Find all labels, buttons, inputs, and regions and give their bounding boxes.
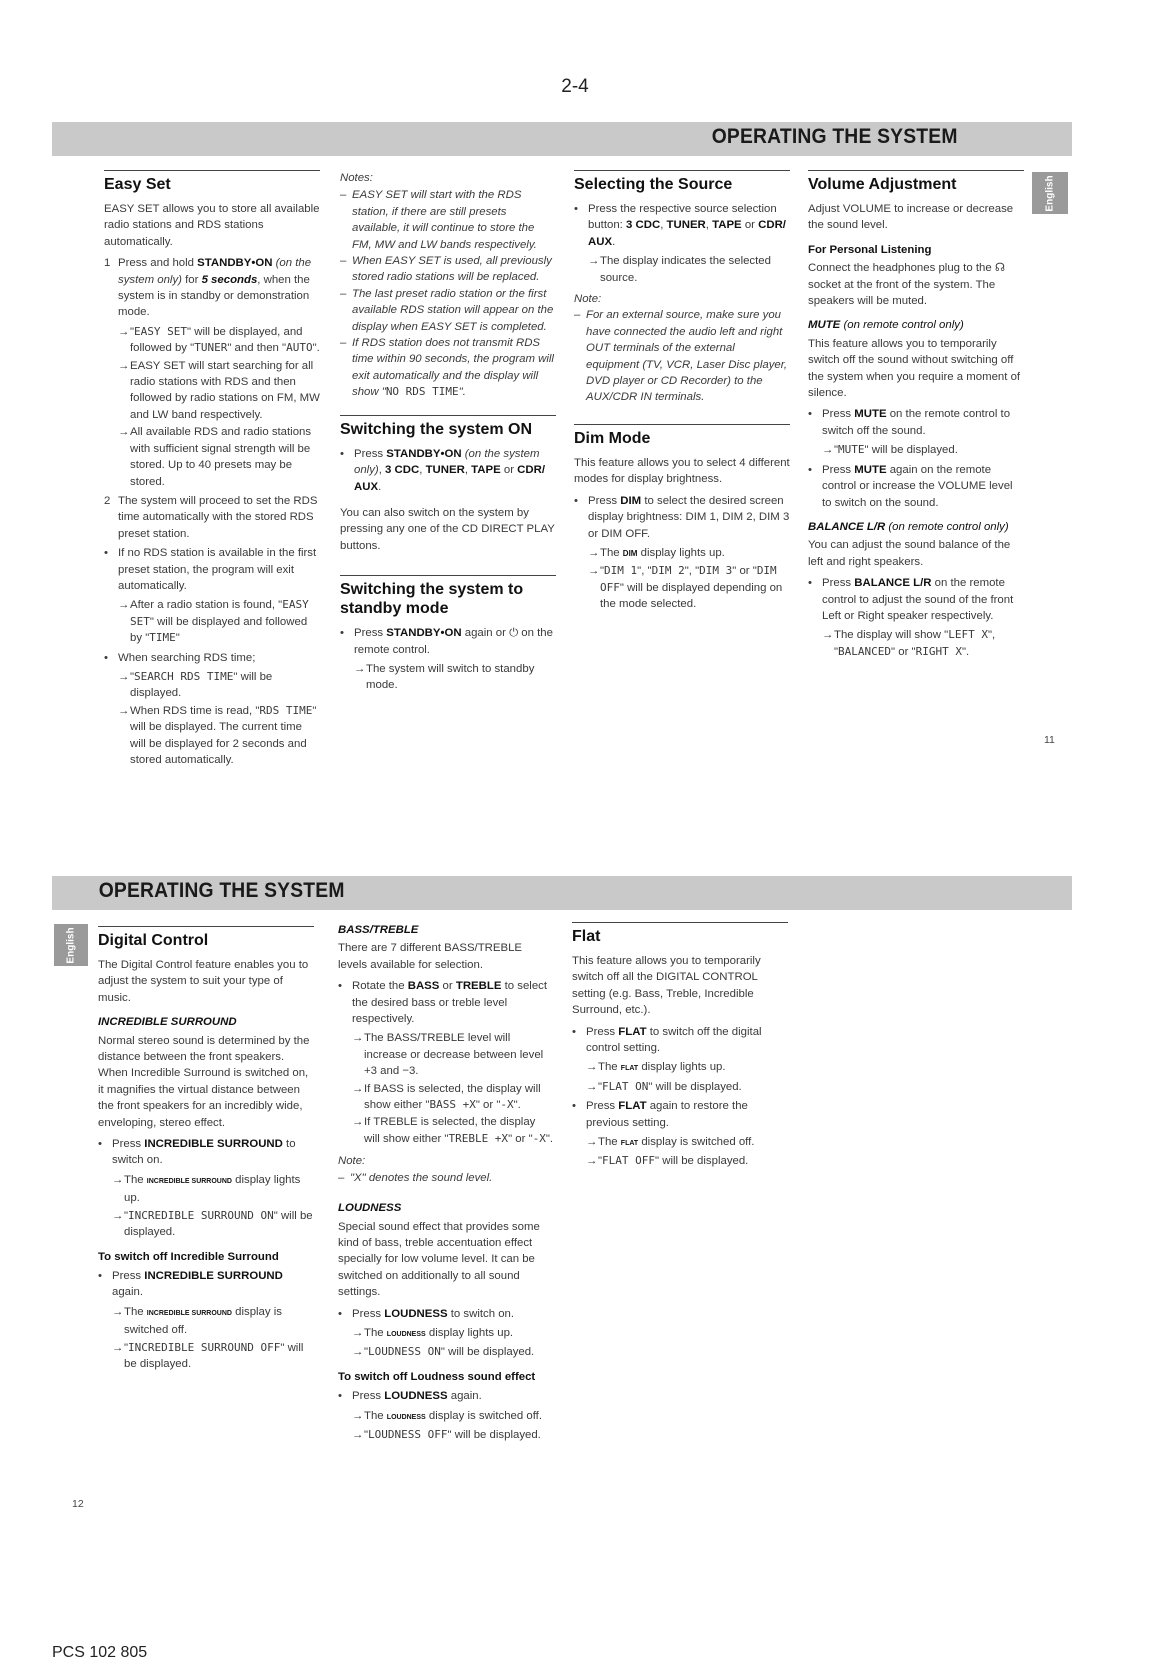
switch-off-loudness-heading: To switch off Loudness sound effect: [338, 1370, 536, 1383]
bullet-item: • Press DIM to select the desired screen display brightness: DIM 1, DIM 2, DIM 3 or DIM OFF.: [574, 494, 790, 540]
result-arrow: → The INCREDIBLE SURROUND display lights up.: [112, 1173, 301, 1205]
bullet-item: • Press STANDBY•ON (on the system only), 3 CDC, TUNER, TAPE or CDR/ AUX.: [340, 447, 546, 493]
result-arrow: → The LOUDNESS display is switched off.: [352, 1409, 542, 1422]
top-banner-title: OPERATING THE SYSTEM: [711, 125, 958, 148]
digital-control-column: [98, 926, 314, 1373]
result-arrow: → "LOUDNESS OFF" will be displayed.: [352, 1427, 541, 1441]
balance-text: You can adjust the sound balance of the left and right speakers.: [808, 539, 1011, 568]
bass-treble-column: [338, 922, 554, 1444]
source-dim-column: [574, 170, 790, 614]
easy-set-heading: Easy Set: [104, 170, 320, 197]
result-arrow: → The BASS/TREBLE level will increase or decrease between level +3 and −3.: [352, 1032, 544, 1078]
volume-heading: Volume Adjustment: [808, 170, 1024, 197]
bullet-item: • If no RDS station is available in the first preset station, the program will exit automatically.: [104, 547, 317, 592]
standby-heading: Switching the system to standby mode: [340, 575, 556, 621]
balance-heading: BALANCE L/R (on remote control only): [808, 520, 1009, 533]
bullet-item: • Press LOUDNESS again.: [338, 1390, 482, 1403]
source-note-label: Note:: [574, 293, 602, 306]
volume-column: [808, 170, 1024, 661]
source-heading: Selecting the Source: [574, 170, 790, 197]
page-number-12: 12: [72, 1498, 84, 1510]
result-arrow: → All available RDS and radio stations with sufficient signal strength will be stored. Up to 40 presets may be stored.: [118, 426, 312, 488]
result-arrow: → "FLAT ON" will be displayed.: [586, 1079, 742, 1093]
note-item: – EASY SET will start with the RDS station, if there are still presets available, it will continue to store the FM, MW and LW bands respectively.: [340, 189, 537, 251]
result-arrow: → If BASS is selected, the display will show either "BASS +X" or "-X".: [352, 1082, 541, 1112]
note-item: – For an external source, make sure you have connected the audio left and right OUT terminals of the external equipment (TV, VCR, Laser Disc player, DVD player or CD Recorder) to the AUX/CDR IN terminals.: [574, 309, 788, 404]
incredible-surround-heading: INCREDIBLE SURROUND: [98, 1016, 237, 1029]
note-item: – If RDS station does not transmit RDS time within 90 seconds, the program will exit automatically and the display will show "NO RDS TIME".: [340, 337, 554, 399]
result-arrow: → "FLAT OFF" will be displayed.: [586, 1154, 749, 1168]
bullet-item: • Press STANDBY•ON again or ⏻ on the remote control.: [340, 627, 553, 656]
result-arrow: → The FLAT display lights up.: [586, 1061, 726, 1074]
result-arrow: → "DIM 1", "DIM 2", "DIM 3" or "DIM OFF" will be displayed depending on the mode selected.: [588, 564, 783, 611]
digital-control-heading: Digital Control: [98, 926, 314, 953]
step-number: 1: [104, 257, 111, 270]
result-arrow: → The INCREDIBLE SURROUND display is switched off.: [112, 1305, 282, 1337]
notes-switching-column: [340, 170, 556, 695]
result-arrow: → "EASY SET" will be displayed, and followed by "TUNER" and then "AUTO".: [118, 324, 320, 355]
result-arrow: → The LOUDNESS display lights up.: [352, 1326, 514, 1339]
result-arrow: → "MUTE" will be displayed.: [822, 443, 958, 457]
bass-note-label: Note:: [338, 1155, 366, 1168]
note-item: – When EASY SET is used, all previously stored radio stations will be replaced.: [340, 255, 552, 284]
bass-treble-text: There are 7 different BASS/TREBLE levels available for selection.: [338, 942, 523, 971]
bullet-item: • Press MUTE again on the remote control or increase the VOLUME level to switch on the sound.: [808, 463, 1013, 509]
result-arrow: → EASY SET will start searching for all radio stations with RDS and then followed by radio stations on FM, MW and LW band respectively.: [118, 359, 320, 421]
switch-on-heading: Switching the system ON: [340, 415, 556, 442]
mute-heading: MUTE (on remote control only): [808, 319, 964, 332]
result-arrow: → If TREBLE is selected, the display will show either "TREBLE +X" or "-X".: [352, 1116, 554, 1145]
loudness-heading: LOUDNESS: [338, 1202, 402, 1215]
result-arrow: → "LOUDNESS ON" will be displayed.: [352, 1345, 535, 1359]
bass-treble-heading: BASS/TREBLE: [338, 924, 419, 936]
volume-text: Adjust VOLUME to increase or decrease the sound level.: [808, 203, 1014, 232]
mute-text: This feature allows you to temporarily switch off the sound without switching off the system when you require a moment of silence.: [808, 337, 1021, 400]
bullet-item: • Press INCREDIBLE SURROUND again.: [98, 1269, 283, 1299]
dim-heading: Dim Mode: [574, 424, 790, 451]
result-arrow: → "INCREDIBLE SURROUND OFF" will be displayed.: [112, 1340, 304, 1370]
notes-label: Notes:: [340, 172, 373, 184]
flat-column: [572, 922, 788, 1171]
bottom-banner-title: OPERATING THE SYSTEM: [98, 879, 345, 902]
loudness-text: Special sound effect that provides some kind of bass, treble accentuation effect specially for low volume level. It can be switched on additionally to all sound settings.: [338, 1220, 540, 1299]
note-item: – "X" denotes the sound level.: [338, 1171, 493, 1184]
bullet-item: • Press INCREDIBLE SURROUND to switch on.: [98, 1138, 296, 1167]
language-tab-top: [1032, 172, 1068, 214]
result-arrow: → The display will show "LEFT X", "BALANCED" or "RIGHT X".: [822, 628, 996, 658]
result-arrow: → The display indicates the selected source.: [588, 255, 771, 284]
bullet-item: • Press LOUDNESS to switch on.: [338, 1307, 515, 1320]
result-arrow: → The system will switch to standby mode.: [354, 662, 535, 692]
easy-set-section: [104, 170, 320, 769]
bullet-item: • Press BALANCE L/R on the remote control to adjust the sound of the front Left or Right speaker respectively.: [808, 577, 1014, 622]
bullet-item: • Rotate the BASS or TREBLE to select the desired bass or treble level respectively.: [338, 980, 548, 1026]
note-item: – The last preset radio station or the first available RDS station will appear on the display when EASY SET is completed.: [340, 287, 554, 333]
flat-text: This feature allows you to temporarily switch off all the DIGITAL CONTROL setting (e.g. Bass, Treble, Incredible Surround, etc.).: [572, 955, 761, 1017]
result-arrow: → The DIM display lights up.: [588, 546, 725, 559]
easy-set-step-2: 2 The system will proceed to set the RDS time automatically with the stored RDS preset station.: [104, 494, 318, 540]
flat-heading: Flat: [572, 922, 788, 949]
step-number: 2: [104, 494, 111, 507]
language-tab-label: English: [1044, 174, 1056, 212]
result-arrow: → "INCREDIBLE SURROUND ON" will be displayed.: [112, 1208, 313, 1239]
bullet-item: • Press the respective source selection button: 3 CDC, TUNER, TAPE or CDR/ AUX.: [574, 203, 786, 248]
easy-set-step-1: 1 Press and hold STANDBY•ON (on the system only) for 5 seconds, when the system is in standby or demonstration mode.: [104, 257, 312, 319]
footer-code: PCS 102 805: [52, 1644, 148, 1661]
dim-text: This feature allows you to select 4 different modes for display brightness.: [574, 456, 790, 486]
personal-listening-text: Connect the headphones plug to the ☊ socket at the front of the system. The speakers will be muted.: [808, 262, 1005, 308]
switch-off-surround-heading: To switch off Incredible Surround: [98, 1250, 279, 1263]
switch-on-text: You can also switch on the system by pressing any one of the CD DIRECT PLAY buttons.: [340, 506, 555, 552]
incredible-surround-text: Normal stereo sound is determined by the distance between the front speakers. When Incredible Surround is switched on, it magnifies the virtual distance between the front speakers for an incredibly wide, enveloping, stereo effect.: [98, 1034, 310, 1129]
easy-set-intro: EASY SET allows you to store all available radio stations and RDS stations automatically.: [104, 203, 320, 248]
page-label: 2-4: [561, 76, 589, 97]
result-arrow: → "SEARCH RDS TIME" will be displayed.: [118, 669, 273, 700]
result-arrow: → The FLAT display is switched off.: [586, 1136, 755, 1149]
result-arrow: → When RDS time is read, "RDS TIME" will be displayed. The current time will be displayed for 2 seconds and stored automatically.: [118, 703, 317, 766]
top-banner: [52, 122, 1072, 156]
page-number-11: 11: [1044, 734, 1055, 746]
bullet-item: • Press MUTE on the remote control to switch off the sound.: [808, 408, 1011, 437]
bullet-item: • When searching RDS time;: [104, 651, 256, 664]
digital-control-text: The Digital Control feature enables you to adjust the system to suit your type of music.: [98, 959, 309, 1004]
bullet-item: • Press FLAT to switch off the digital control setting.: [572, 1025, 762, 1055]
bullet-item: • Press FLAT again to restore the previous setting.: [572, 1100, 748, 1129]
language-tab-label: English: [65, 926, 77, 964]
bottom-banner: [52, 876, 1072, 910]
language-tab-bottom: [54, 924, 88, 966]
result-arrow: → After a radio station is found, "EASY SET" will be displayed and followed by "TIME": [118, 598, 309, 645]
personal-listening-heading: For Personal Listening: [808, 243, 932, 256]
